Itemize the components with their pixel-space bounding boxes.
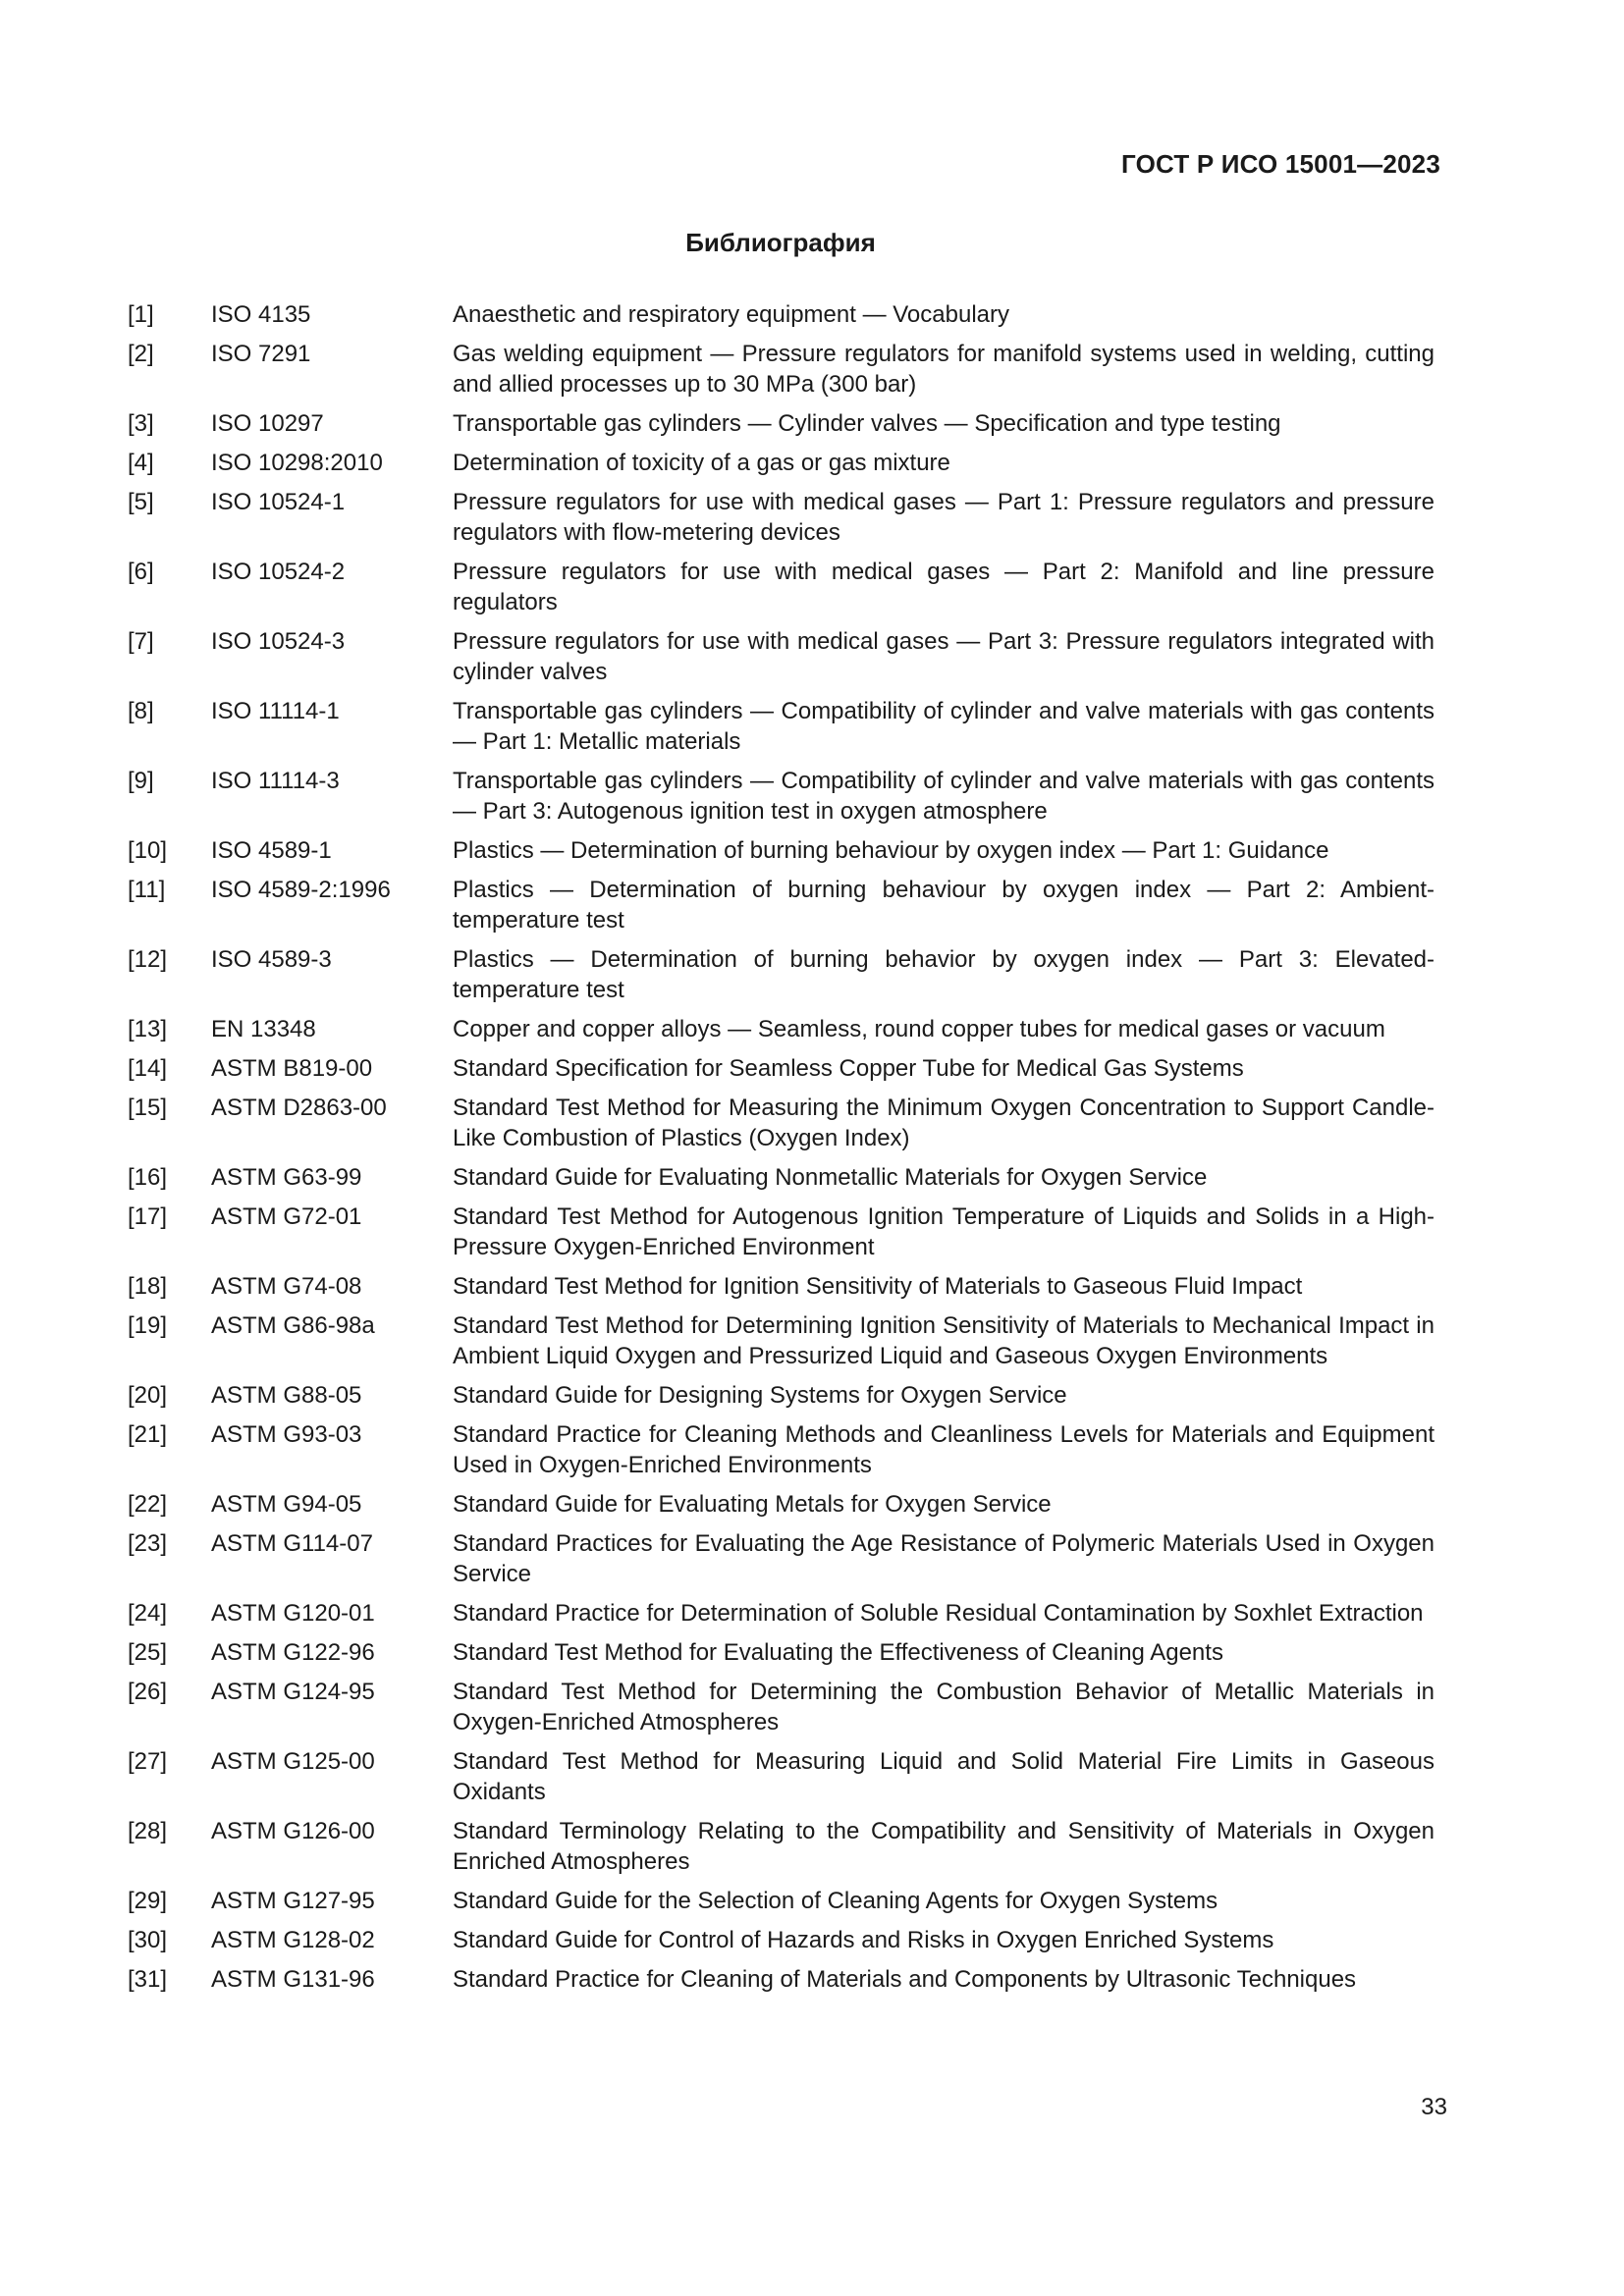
reference-title: Plastics — Determination of burning behaviour by oxygen index — Part 2: Ambient-temperature test — [453, 877, 1435, 934]
reference-number: [9] — [128, 768, 154, 794]
reference-code: ASTM G127-95 — [211, 1888, 375, 1914]
reference-code: ASTM G128-02 — [211, 1927, 375, 1953]
reference-title: Determination of toxicity of a gas or gas mixture — [453, 450, 950, 476]
reference-entry — [128, 1053, 1435, 1084]
reference-number: [17] — [128, 1203, 168, 1230]
reference-entry — [128, 1637, 1435, 1668]
bibliography-title: Библиография — [685, 228, 876, 257]
reference-title: Standard Test Method for Measuring the Minimum Oxygen Concentration to Support Candle-Like Combustion of Plastics (Oxygen Index) — [453, 1095, 1435, 1151]
reference-entry — [128, 1925, 1435, 1955]
reference-entry — [128, 1746, 1435, 1807]
reference-entry — [128, 1598, 1435, 1629]
reference-code: ISO 11114-1 — [211, 698, 340, 724]
reference-code: ASTM G125-00 — [211, 1748, 375, 1775]
reference-code: ISO 4589-1 — [211, 837, 332, 864]
reference-code: ASTM G74-08 — [211, 1273, 362, 1300]
reference-title: Standard Test Method for Evaluating the Effectiveness of Cleaning Agents — [453, 1639, 1223, 1666]
reference-entry — [128, 696, 1435, 757]
reference-code: ASTM G72-01 — [211, 1203, 362, 1230]
reference-entry — [128, 1816, 1435, 1877]
reference-entry — [128, 835, 1435, 866]
reference-number: [20] — [128, 1382, 168, 1409]
reference-title: Standard Terminology Relating to the Compatibility and Sensitivity of Materials in Oxygen Enriched Atmospheres — [453, 1818, 1435, 1875]
reference-code: ISO 4135 — [211, 301, 311, 328]
reference-entry — [128, 1886, 1435, 1916]
reference-title: Transportable gas cylinders — Compatibility of cylinder and valve materials with gas contents — Part 1: Metallic materials — [453, 698, 1435, 755]
reference-code: ASTM G122-96 — [211, 1639, 375, 1666]
reference-title: Standard Test Method for Measuring Liquid and Solid Material Fire Limits in Gaseous Oxidants — [453, 1748, 1435, 1805]
reference-title: Standard Practice for Cleaning of Materials and Components by Ultrasonic Techniques — [453, 1966, 1357, 1993]
reference-title: Standard Practice for Determination of Soluble Residual Contamination by Soxhlet Extraction — [453, 1600, 1424, 1627]
reference-entry — [128, 1093, 1435, 1153]
reference-code: ASTM G86-98a — [211, 1312, 375, 1339]
reference-code: ISO 10298:2010 — [211, 450, 383, 476]
reference-code: ISO 4589-2:1996 — [211, 877, 391, 903]
reference-number: [21] — [128, 1421, 168, 1448]
reference-entry — [128, 1014, 1435, 1044]
reference-number: [25] — [128, 1639, 168, 1666]
reference-code: ISO 7291 — [211, 341, 311, 367]
reference-code: ISO 11114-3 — [211, 768, 340, 794]
reference-title: Standard Guide for Evaluating Nonmetallic Materials for Oxygen Service — [453, 1164, 1208, 1191]
reference-code: ASTM G120-01 — [211, 1600, 375, 1627]
reference-number: [8] — [128, 698, 154, 724]
reference-title: Standard Test Method for Determining the Combustion Behavior of Metallic Materials in Oxygen-Enriched Atmospheres — [453, 1679, 1435, 1735]
reference-number: [15] — [128, 1095, 168, 1121]
reference-code: ASTM G124-95 — [211, 1679, 375, 1705]
reference-title: Plastics — Determination of burning behaviour by oxygen index — Part 1: Guidance — [453, 837, 1329, 864]
reference-title: Standard Test Method for Determining Ignition Sensitivity of Materials to Mechanical Impact in Ambient Liquid Oxygen and Pressurized Liquid and Gaseous Oxygen Environments — [453, 1312, 1435, 1369]
reference-entry — [128, 1201, 1435, 1262]
reference-code: ISO 10524-1 — [211, 489, 346, 515]
reference-entry — [128, 875, 1435, 935]
reference-title: Standard Test Method for Ignition Sensitivity of Materials to Gaseous Fluid Impact — [453, 1273, 1303, 1300]
reference-number: [13] — [128, 1016, 168, 1042]
reference-code: ISO 10524-3 — [211, 628, 346, 655]
reference-title: Standard Guide for Evaluating Metals for Oxygen Service — [453, 1491, 1052, 1518]
document-header: ГОСТ Р ИСО 15001—2023 — [1120, 149, 1440, 179]
reference-title: Standard Practice for Cleaning Methods and Cleanliness Levels for Materials and Equipment Used in Oxygen-Enriched Environments — [453, 1421, 1435, 1478]
reference-entry — [128, 339, 1435, 400]
reference-title: Plastics — Determination of burning behavior by oxygen index — Part 3: Elevated-temperature test — [453, 946, 1435, 1003]
reference-entry — [128, 448, 1435, 478]
reference-number: [26] — [128, 1679, 168, 1705]
reference-entry — [128, 1489, 1435, 1520]
reference-code: EN 13348 — [211, 1016, 316, 1042]
reference-code: ISO 10524-2 — [211, 559, 346, 585]
reference-code: ASTM G88-05 — [211, 1382, 362, 1409]
reference-title: Transportable gas cylinders — Cylinder valves — Specification and type testing — [453, 410, 1281, 437]
reference-title: Standard Guide for the Selection of Cleaning Agents for Oxygen Systems — [453, 1888, 1218, 1914]
reference-number: [18] — [128, 1273, 168, 1300]
reference-entry — [128, 1677, 1435, 1737]
reference-number: [5] — [128, 489, 154, 515]
reference-title: Pressure regulators for use with medical gases — Part 3: Pressure regulators integrated with cylinder valves — [453, 628, 1435, 685]
reference-number: [1] — [128, 301, 154, 328]
reference-title: Standard Guide for Designing Systems for Oxygen Service — [453, 1382, 1067, 1409]
reference-number: [23] — [128, 1530, 168, 1557]
reference-number: [22] — [128, 1491, 168, 1518]
reference-code: ASTM G94-05 — [211, 1491, 362, 1518]
reference-title: Standard Practices for Evaluating the Age Resistance of Polymeric Materials Used in Oxygen Service — [453, 1530, 1435, 1587]
reference-code: ASTM G63-99 — [211, 1164, 362, 1191]
reference-title: Standard Specification for Seamless Copper Tube for Medical Gas Systems — [453, 1055, 1244, 1082]
reference-number: [28] — [128, 1818, 168, 1844]
reference-entry — [128, 1162, 1435, 1193]
reference-title: Anaesthetic and respiratory equipment — Vocabulary — [453, 301, 1009, 328]
reference-code: ISO 10297 — [211, 410, 324, 437]
reference-number: [7] — [128, 628, 154, 655]
reference-number: [4] — [128, 450, 154, 476]
reference-entry — [128, 408, 1435, 439]
reference-number: [11] — [128, 877, 166, 903]
reference-entry — [128, 1310, 1435, 1371]
reference-entry — [128, 1380, 1435, 1411]
reference-entry — [128, 1964, 1435, 1995]
reference-number: [16] — [128, 1164, 168, 1191]
reference-title: Transportable gas cylinders — Compatibility of cylinder and valve materials with gas contents — Part 3: Autogenous ignition test in oxygen atmosphere — [453, 768, 1435, 825]
reference-number: [12] — [128, 946, 168, 973]
reference-title: Pressure regulators for use with medical gases — Part 1: Pressure regulators and pressure regulators with flow-metering devices — [453, 489, 1435, 546]
reference-entry — [128, 766, 1435, 827]
reference-entry — [128, 1419, 1435, 1480]
reference-entry — [128, 626, 1435, 687]
reference-number: [10] — [128, 837, 168, 864]
reference-entry — [128, 1271, 1435, 1302]
reference-entry — [128, 557, 1435, 617]
reference-number: [3] — [128, 410, 154, 437]
reference-number: [19] — [128, 1312, 168, 1339]
reference-list — [128, 299, 1435, 2003]
reference-code: ASTM G126-00 — [211, 1818, 375, 1844]
reference-code: ASTM D2863-00 — [211, 1095, 387, 1121]
reference-title: Copper and copper alloys — Seamless, round copper tubes for medical gases or vacuum — [453, 1016, 1385, 1042]
reference-entry — [128, 299, 1435, 330]
reference-title: Standard Test Method for Autogenous Ignition Temperature of Liquids and Solids in a High-Pressure Oxygen-Enriched Environment — [453, 1203, 1435, 1260]
reference-number: [31] — [128, 1966, 168, 1993]
reference-code: ISO 4589-3 — [211, 946, 332, 973]
reference-entry — [128, 944, 1435, 1005]
reference-number: [2] — [128, 341, 154, 367]
reference-number: [6] — [128, 559, 154, 585]
reference-code: ASTM G131-96 — [211, 1966, 375, 1993]
reference-code: ASTM G93-03 — [211, 1421, 362, 1448]
reference-code: ASTM G114-07 — [211, 1530, 373, 1557]
reference-number: [27] — [128, 1748, 168, 1775]
reference-code: ASTM B819-00 — [211, 1055, 373, 1082]
reference-number: [14] — [128, 1055, 168, 1082]
page-number: 33 — [1421, 2094, 1447, 2120]
reference-number: [30] — [128, 1927, 168, 1953]
reference-title: Gas welding equipment — Pressure regulators for manifold systems used in welding, cutting and allied processes up to 30 MPa (300 bar) — [453, 341, 1435, 398]
reference-entry — [128, 1528, 1435, 1589]
reference-title: Standard Guide for Control of Hazards and Risks in Oxygen Enriched Systems — [453, 1927, 1274, 1953]
reference-entry — [128, 487, 1435, 548]
reference-number: [24] — [128, 1600, 168, 1627]
reference-title: Pressure regulators for use with medical gases — Part 2: Manifold and line pressure regulators — [453, 559, 1435, 615]
reference-number: [29] — [128, 1888, 168, 1914]
